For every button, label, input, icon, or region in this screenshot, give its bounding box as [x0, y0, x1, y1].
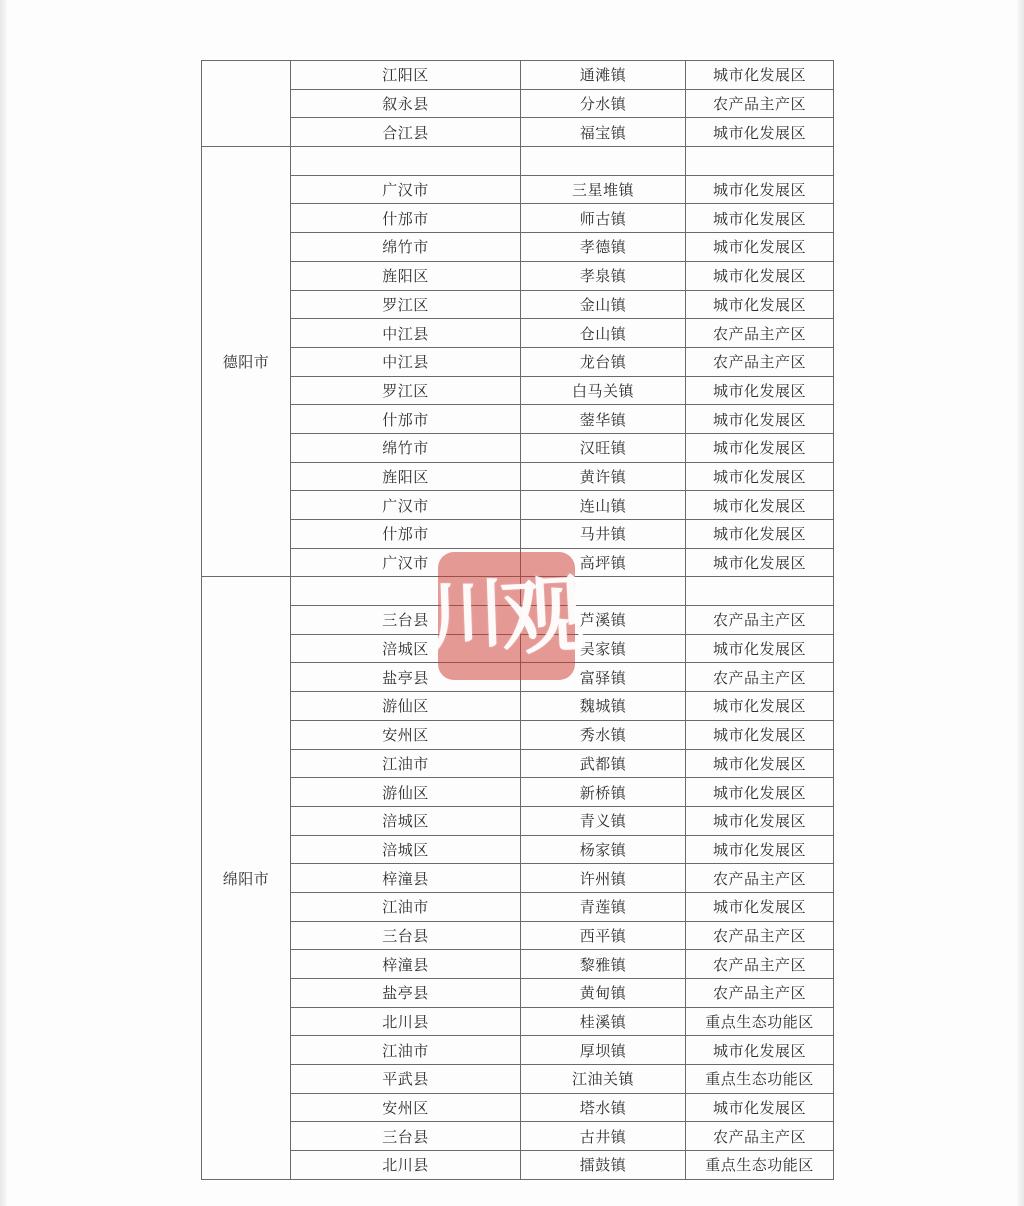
town-cell: 黎雅镇 — [521, 950, 686, 979]
table-row — [202, 1036, 834, 1065]
town-cell: 古井镇 — [521, 1122, 686, 1151]
county-cell: 合江县 — [291, 118, 521, 147]
zone-cell: 农产品主产区 — [686, 921, 834, 950]
zone-cell: 城市化发展区 — [686, 778, 834, 807]
table-row — [202, 491, 834, 520]
zone-cell: 城市化发展区 — [686, 491, 834, 520]
table-row — [202, 606, 834, 635]
zone-cell: 农产品主产区 — [686, 89, 834, 118]
town-cell: 芦溪镇 — [521, 606, 686, 635]
county-cell: 罗江区 — [291, 376, 521, 405]
county-cell: 绵竹市 — [291, 233, 521, 262]
table-row — [202, 405, 834, 434]
county-cell: 广汉市 — [291, 548, 521, 577]
table-row — [202, 319, 834, 348]
county-cell: 游仙区 — [291, 692, 521, 721]
town-cell: 厚坝镇 — [521, 1036, 686, 1065]
town-cell: 分水镇 — [521, 89, 686, 118]
county-cell: 三台县 — [291, 606, 521, 635]
town-cell: 许州镇 — [521, 864, 686, 893]
spacer-cell — [291, 147, 521, 176]
watermark-char-guan: 观 — [497, 564, 588, 668]
group-spacer-row — [202, 147, 834, 176]
town-cell: 黄甸镇 — [521, 979, 686, 1008]
table-row — [202, 864, 834, 893]
town-cell: 擂鼓镇 — [521, 1151, 686, 1180]
zone-cell: 城市化发展区 — [686, 61, 834, 90]
table-row — [202, 118, 834, 147]
towns-classification-table — [201, 60, 834, 1180]
city-cell — [202, 61, 291, 147]
town-cell: 杨家镇 — [521, 835, 686, 864]
zone-cell: 城市化发展区 — [686, 634, 834, 663]
table-row — [202, 347, 834, 376]
zone-cell: 城市化发展区 — [686, 548, 834, 577]
town-cell: 魏城镇 — [521, 692, 686, 721]
table-row — [202, 692, 834, 721]
zone-cell: 城市化发展区 — [686, 1093, 834, 1122]
table-row — [202, 290, 834, 319]
county-cell: 什邡市 — [291, 520, 521, 549]
county-cell: 中江县 — [291, 319, 521, 348]
county-cell: 三台县 — [291, 921, 521, 950]
county-cell: 三台县 — [291, 1122, 521, 1151]
county-cell: 涪城区 — [291, 835, 521, 864]
zone-cell: 城市化发展区 — [686, 692, 834, 721]
table-row — [202, 979, 834, 1008]
table-row — [202, 462, 834, 491]
town-cell: 福宝镇 — [521, 118, 686, 147]
town-cell: 武都镇 — [521, 749, 686, 778]
zone-cell: 农产品主产区 — [686, 319, 834, 348]
spacer-cell — [291, 577, 521, 606]
zone-cell: 城市化发展区 — [686, 462, 834, 491]
town-cell: 连山镇 — [521, 491, 686, 520]
zone-cell: 城市化发展区 — [686, 405, 834, 434]
zone-cell: 城市化发展区 — [686, 1036, 834, 1065]
zone-cell: 城市化发展区 — [686, 749, 834, 778]
county-cell: 江阳区 — [291, 61, 521, 90]
town-cell: 青义镇 — [521, 806, 686, 835]
city-cell: 绵阳市 — [202, 577, 291, 1179]
zone-cell: 城市化发展区 — [686, 118, 834, 147]
county-cell: 安州区 — [291, 720, 521, 749]
table-row — [202, 175, 834, 204]
table-row — [202, 204, 834, 233]
zone-cell: 城市化发展区 — [686, 233, 834, 262]
county-cell: 叙永县 — [291, 89, 521, 118]
zone-cell: 农产品主产区 — [686, 979, 834, 1008]
page-edge-shadow-left — [0, 0, 7, 1206]
table-row — [202, 634, 834, 663]
table-row — [202, 233, 834, 262]
zone-cell: 城市化发展区 — [686, 261, 834, 290]
town-cell: 蓥华镇 — [521, 405, 686, 434]
table-row — [202, 1151, 834, 1180]
table-row — [202, 892, 834, 921]
county-cell: 江油市 — [291, 1036, 521, 1065]
town-cell: 富驿镇 — [521, 663, 686, 692]
zone-cell: 城市化发展区 — [686, 433, 834, 462]
county-cell: 安州区 — [291, 1093, 521, 1122]
county-cell: 中江县 — [291, 347, 521, 376]
table-row — [202, 61, 834, 90]
table-row — [202, 548, 834, 577]
zone-cell: 城市化发展区 — [686, 835, 834, 864]
zone-cell: 城市化发展区 — [686, 892, 834, 921]
table-row — [202, 950, 834, 979]
zone-cell: 城市化发展区 — [686, 204, 834, 233]
table-row — [202, 1007, 834, 1036]
town-cell: 江油关镇 — [521, 1065, 686, 1094]
county-cell: 广汉市 — [291, 175, 521, 204]
zone-cell: 城市化发展区 — [686, 175, 834, 204]
county-cell: 梓潼县 — [291, 864, 521, 893]
county-cell: 梓潼县 — [291, 950, 521, 979]
table-row — [202, 921, 834, 950]
town-cell: 三星堆镇 — [521, 175, 686, 204]
spacer-cell — [521, 577, 686, 606]
zone-cell: 城市化发展区 — [686, 806, 834, 835]
table-row — [202, 261, 834, 290]
town-cell: 孝泉镇 — [521, 261, 686, 290]
zone-cell: 城市化发展区 — [686, 720, 834, 749]
county-cell: 旌阳区 — [291, 261, 521, 290]
county-cell: 什邡市 — [291, 405, 521, 434]
zone-cell: 城市化发展区 — [686, 520, 834, 549]
county-cell: 平武县 — [291, 1065, 521, 1094]
town-cell: 龙台镇 — [521, 347, 686, 376]
town-cell: 黄许镇 — [521, 462, 686, 491]
town-cell: 师古镇 — [521, 204, 686, 233]
table-row — [202, 720, 834, 749]
table-row — [202, 749, 834, 778]
county-cell: 涪城区 — [291, 806, 521, 835]
town-cell: 秀水镇 — [521, 720, 686, 749]
city-cell: 德阳市 — [202, 147, 291, 577]
town-cell: 汉旺镇 — [521, 433, 686, 462]
county-cell: 江油市 — [291, 892, 521, 921]
town-cell: 通滩镇 — [521, 61, 686, 90]
county-cell: 盐亭县 — [291, 979, 521, 1008]
zone-cell: 重点生态功能区 — [686, 1151, 834, 1180]
county-cell: 江油市 — [291, 749, 521, 778]
spacer-cell — [686, 577, 834, 606]
group-spacer-row — [202, 577, 834, 606]
town-cell: 塔水镇 — [521, 1093, 686, 1122]
town-cell: 吴家镇 — [521, 634, 686, 663]
town-cell: 仓山镇 — [521, 319, 686, 348]
table-row — [202, 520, 834, 549]
town-cell: 金山镇 — [521, 290, 686, 319]
county-cell: 什邡市 — [291, 204, 521, 233]
table-row — [202, 1065, 834, 1094]
county-cell: 旌阳区 — [291, 462, 521, 491]
county-cell: 罗江区 — [291, 290, 521, 319]
zone-cell: 城市化发展区 — [686, 290, 834, 319]
zone-cell: 农产品主产区 — [686, 663, 834, 692]
table-row — [202, 89, 834, 118]
town-cell: 西平镇 — [521, 921, 686, 950]
watermark-char-chuan: 川 — [427, 566, 506, 665]
zone-cell: 城市化发展区 — [686, 376, 834, 405]
zone-cell: 农产品主产区 — [686, 347, 834, 376]
county-cell: 涪城区 — [291, 634, 521, 663]
county-cell: 游仙区 — [291, 778, 521, 807]
county-cell: 北川县 — [291, 1151, 521, 1180]
table-row — [202, 835, 834, 864]
zone-cell: 农产品主产区 — [686, 864, 834, 893]
spacer-cell — [521, 147, 686, 176]
zone-cell: 农产品主产区 — [686, 606, 834, 635]
town-cell: 高坪镇 — [521, 548, 686, 577]
table-row — [202, 806, 834, 835]
town-cell: 青莲镇 — [521, 892, 686, 921]
table-row — [202, 778, 834, 807]
town-cell: 马井镇 — [521, 520, 686, 549]
table-row — [202, 433, 834, 462]
zone-cell: 农产品主产区 — [686, 1122, 834, 1151]
table-row — [202, 376, 834, 405]
town-cell: 白马关镇 — [521, 376, 686, 405]
county-cell: 绵竹市 — [291, 433, 521, 462]
table-row — [202, 663, 834, 692]
town-cell: 桂溪镇 — [521, 1007, 686, 1036]
zone-cell: 农产品主产区 — [686, 950, 834, 979]
county-cell: 北川县 — [291, 1007, 521, 1036]
page-edge-shadow-right — [1017, 0, 1024, 1206]
zone-cell: 重点生态功能区 — [686, 1065, 834, 1094]
town-cell: 孝德镇 — [521, 233, 686, 262]
spacer-cell — [686, 147, 834, 176]
county-cell: 盐亭县 — [291, 663, 521, 692]
table-row — [202, 1122, 834, 1151]
county-cell: 广汉市 — [291, 491, 521, 520]
zone-cell: 重点生态功能区 — [686, 1007, 834, 1036]
table-row — [202, 1093, 834, 1122]
town-cell: 新桥镇 — [521, 778, 686, 807]
